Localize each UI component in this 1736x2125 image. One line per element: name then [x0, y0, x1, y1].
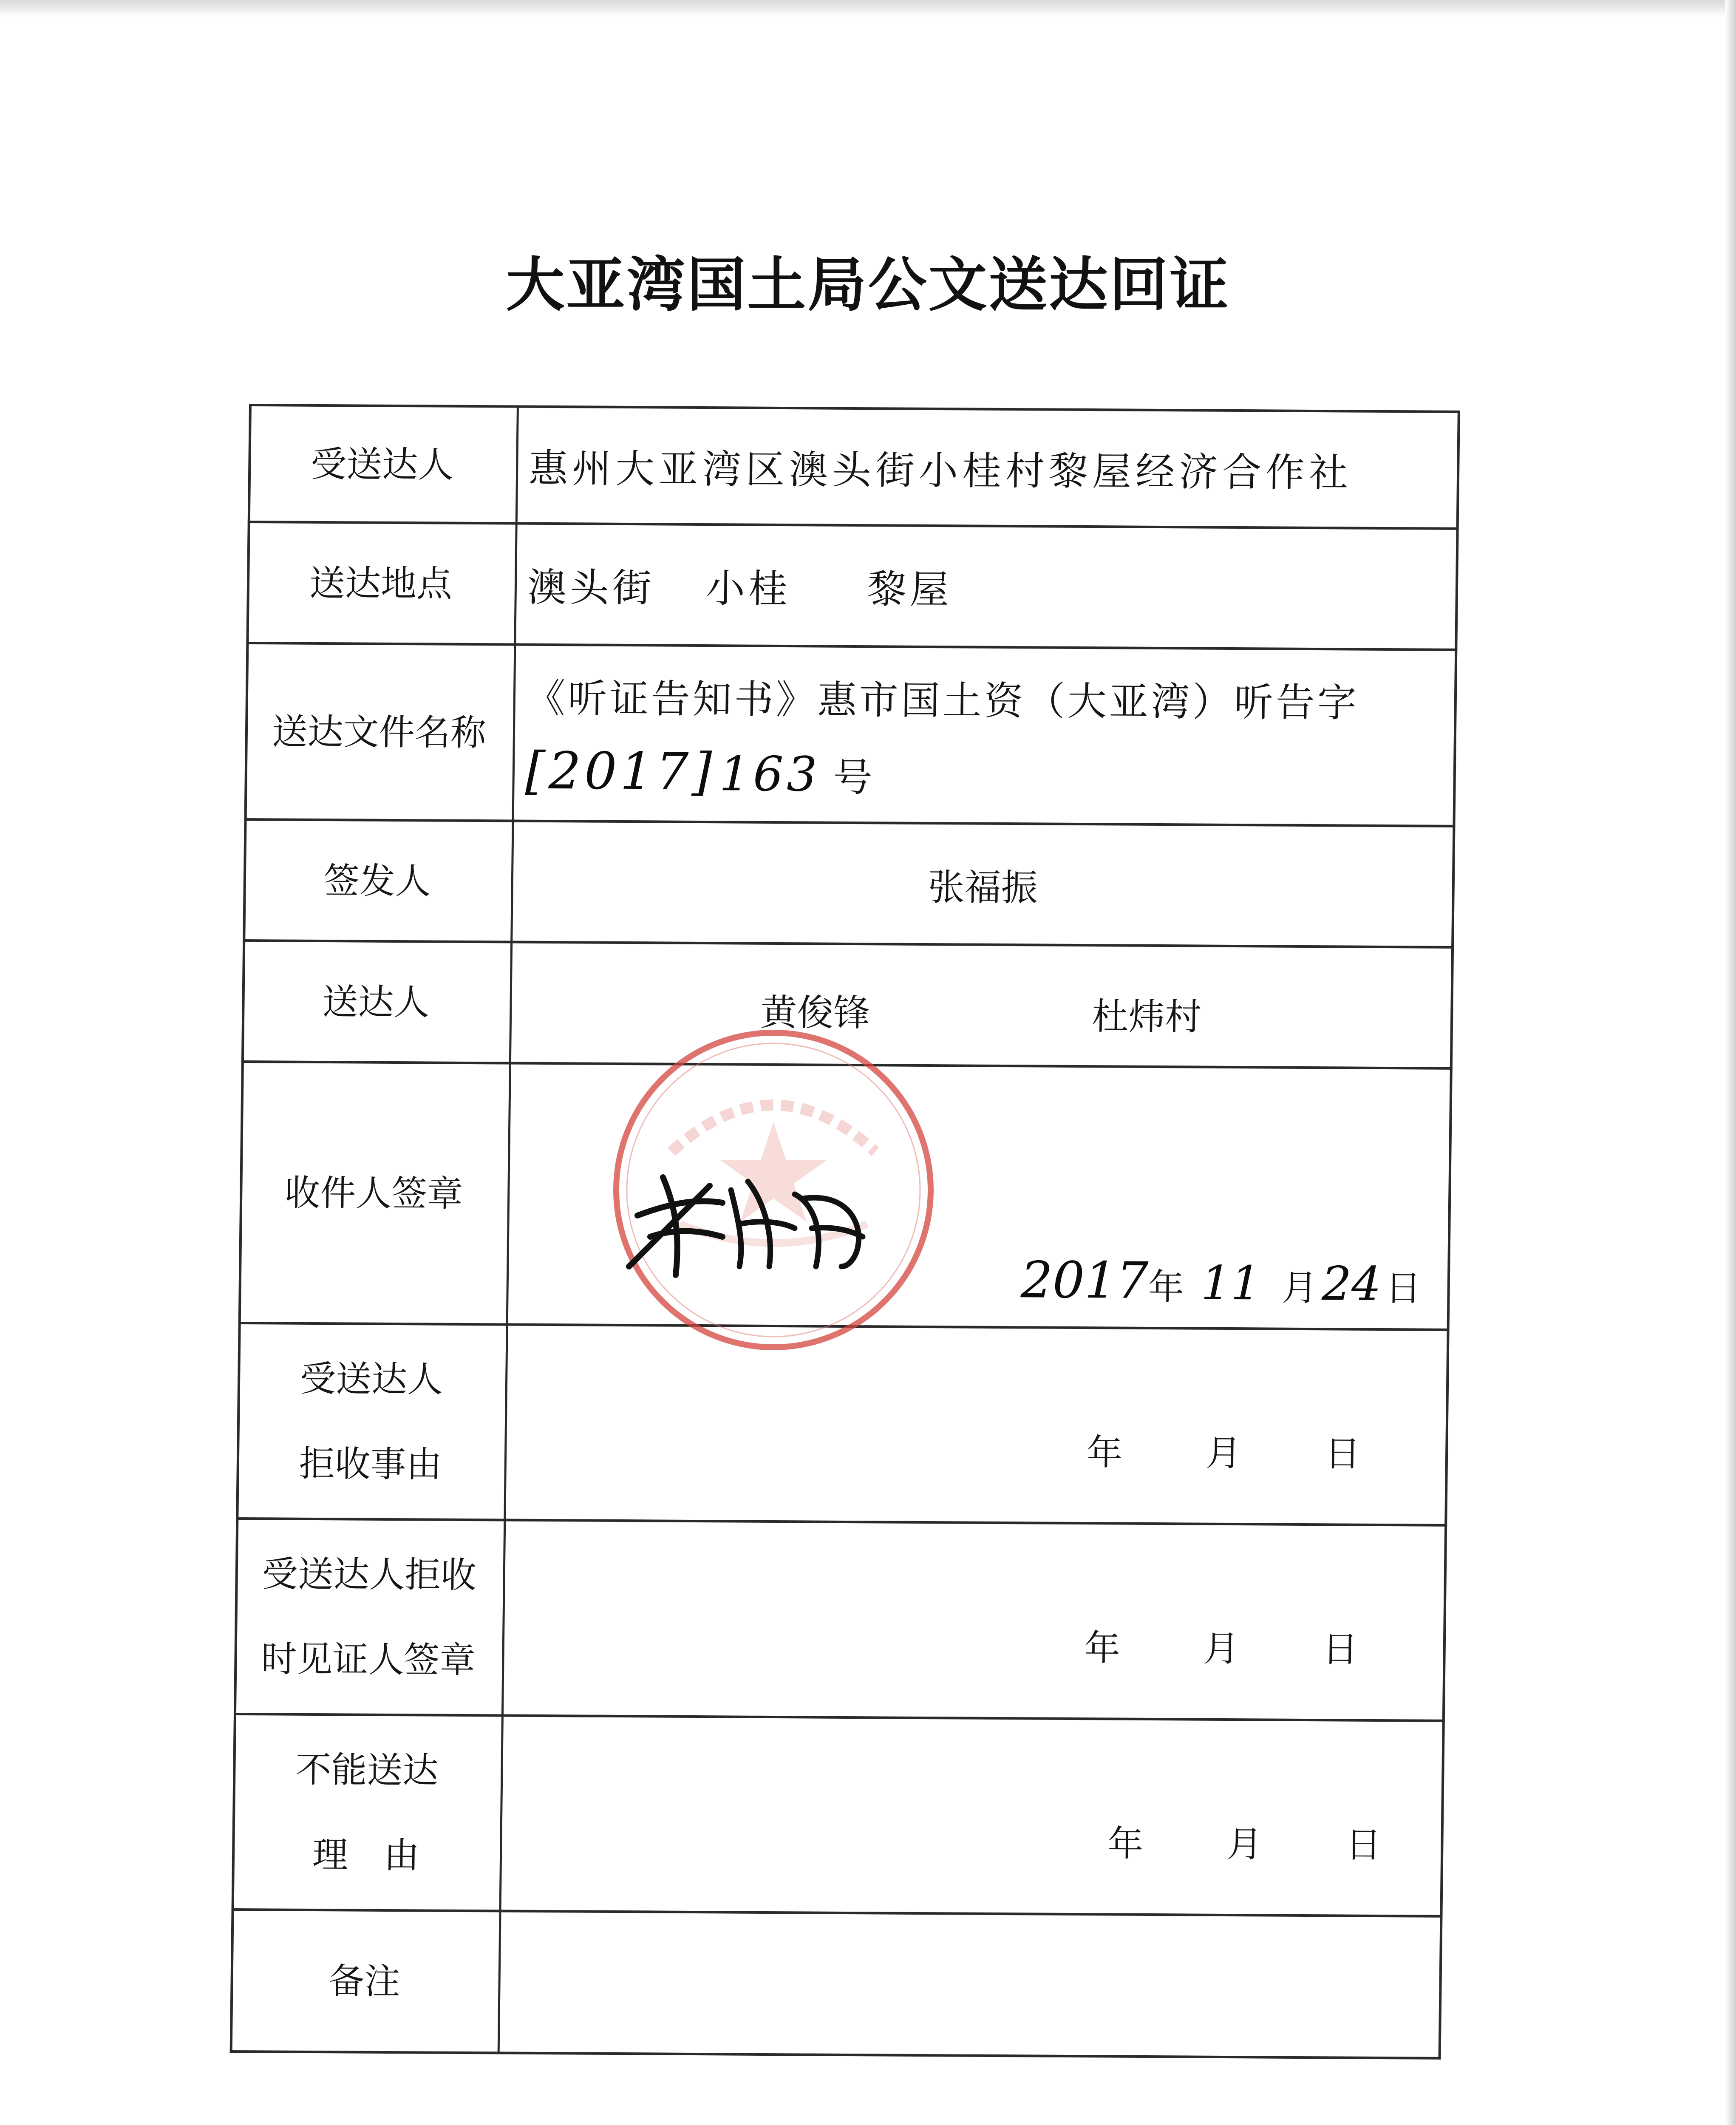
value-recipient: 惠州大亚湾区澳头街小桂村黎屋经济合作社 — [528, 445, 1353, 496]
receiver-date-day-label: 日 — [1385, 1267, 1422, 1309]
undeliverable-day-label: 日 — [1345, 1824, 1382, 1866]
receiver-date-year-label: 年 — [1148, 1266, 1184, 1308]
receiver-date-day: 24 — [1321, 1256, 1382, 1311]
receiver-date-month-label: 月 — [1281, 1266, 1318, 1309]
refusal-month-label: 月 — [1205, 1432, 1242, 1474]
label-document-name: 送达文件名称 — [272, 710, 487, 754]
value-place — [527, 525, 1446, 649]
value-issuer: 张福振 — [928, 866, 1038, 909]
receiver-date — [1020, 1250, 1422, 1311]
label-refusal-reason — [236, 1324, 506, 1519]
label-witness-line2: 时见证人签章 — [261, 1638, 476, 1681]
label-receiver-signature: 收件人签章 — [284, 1172, 463, 1215]
row-remarks — [230, 1908, 1443, 2060]
witness-month-label: 月 — [1203, 1627, 1240, 1670]
refusal-day-label: 日 — [1324, 1433, 1361, 1475]
document-number-suffix: 号 — [833, 754, 876, 801]
label-place: 送达地点 — [309, 562, 453, 605]
label-undeliverable — [232, 1715, 501, 1910]
row-issuer — [243, 818, 1455, 946]
undeliverable-month-label: 月 — [1226, 1823, 1263, 1865]
row-document-name — [244, 642, 1458, 825]
witness-year-label: 年 — [1084, 1627, 1121, 1669]
refusal-year-label: 年 — [1086, 1431, 1123, 1473]
server-name-1: 黄俊锋 — [760, 991, 870, 1035]
document-title: 大亚湾国土局公文送达回证 — [506, 251, 1230, 319]
place-street: 澳头街 — [527, 564, 655, 611]
label-undeliverable-line1: 不能送达 — [295, 1748, 439, 1791]
label-witness-line1: 受送达人拒收 — [262, 1553, 477, 1596]
label-server: 送达人 — [322, 980, 430, 1023]
row-recipient — [248, 404, 1460, 527]
place-village: 小桂 — [705, 565, 791, 612]
scan-edge-top — [0, 0, 1736, 17]
row-place — [246, 521, 1458, 649]
witness-day-label: 日 — [1322, 1628, 1359, 1670]
label-refusal-reason-line2: 拒收事由 — [299, 1442, 442, 1485]
undeliverable-year-label: 年 — [1107, 1822, 1144, 1864]
label-witness — [234, 1520, 504, 1714]
value-document-name — [525, 646, 1445, 825]
receiver-date-year: 2017 — [1020, 1250, 1149, 1310]
label-refusal-reason-line1: 受送达人 — [300, 1357, 443, 1400]
row-witness — [234, 1517, 1447, 1720]
label-undeliverable-line2: 理 由 — [312, 1834, 420, 1876]
label-issuer: 签发人 — [323, 859, 431, 902]
label-remarks: 备注 — [329, 1960, 401, 2003]
receiver-signature — [612, 1139, 884, 1292]
document-name-line1: 《听证告知书》惠市国土资（大亚湾）听告字 — [526, 675, 1359, 726]
handwritten-year: [2017] — [525, 741, 716, 802]
server-name-2: 杜炜村 — [1091, 995, 1202, 1039]
place-hamlet: 黎屋 — [867, 566, 953, 612]
document-name-line2 — [525, 742, 876, 803]
label-recipient: 受送达人 — [310, 443, 454, 486]
handwritten-number: 163 — [719, 746, 821, 802]
receiver-date-month: 11 — [1201, 1255, 1261, 1311]
row-undeliverable — [232, 1713, 1445, 1915]
